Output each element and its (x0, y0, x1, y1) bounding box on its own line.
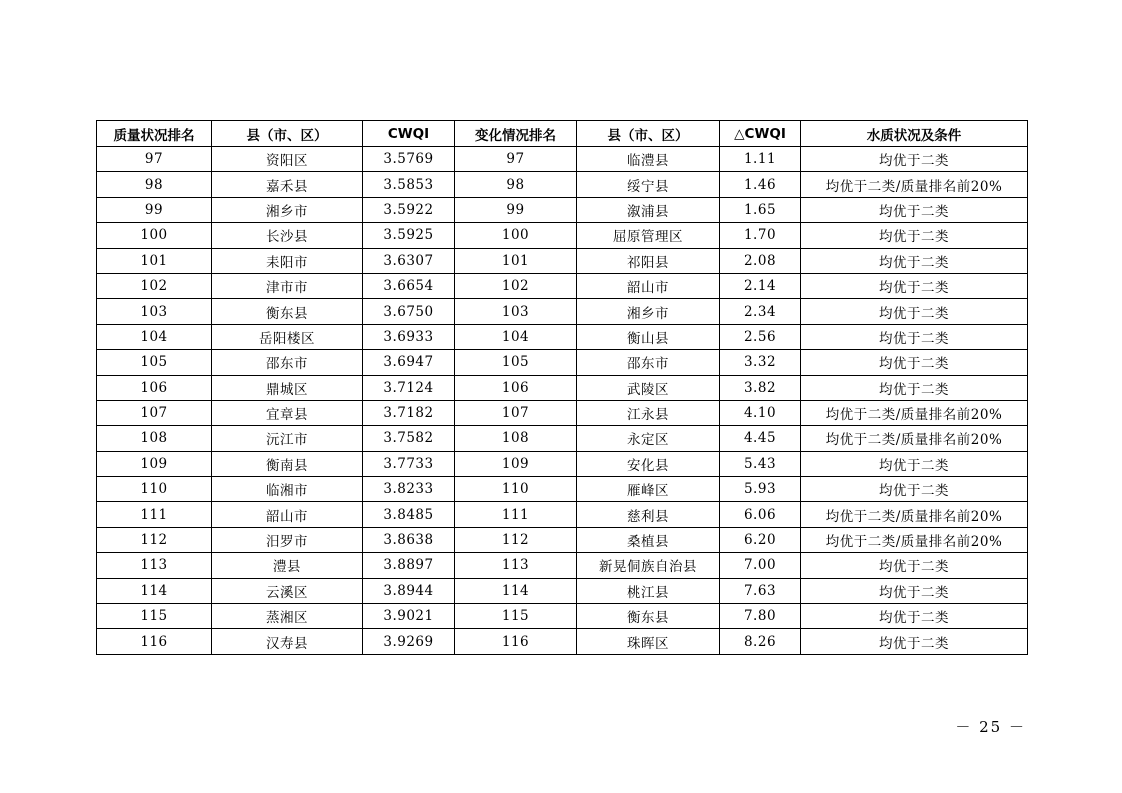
table-row (97, 502, 1028, 527)
cell-quality-rank: 100 (97, 223, 212, 248)
cell-water-condition: 均优于二类 (801, 578, 1028, 603)
cell-change-rank: 114 (455, 578, 577, 603)
cell-cwqi: 3.6654 (363, 273, 455, 298)
table-row (97, 147, 1028, 172)
cell-change-rank: 104 (455, 324, 577, 349)
cell-change-rank: 112 (455, 527, 577, 552)
cell-county-quality: 澧县 (212, 553, 363, 578)
table-row (97, 273, 1028, 298)
table-row (97, 350, 1028, 375)
cell-delta-cwqi: 4.45 (720, 426, 801, 451)
cell-county-change: 永定区 (577, 426, 720, 451)
cell-delta-cwqi: 4.10 (720, 400, 801, 425)
cell-quality-rank: 103 (97, 299, 212, 324)
cell-water-condition: 均优于二类 (801, 477, 1028, 502)
cell-change-rank: 100 (455, 223, 577, 248)
page-number: － 25 － (955, 718, 1026, 736)
cell-water-condition: 均优于二类 (801, 223, 1028, 248)
cell-delta-cwqi: 5.43 (720, 451, 801, 476)
cell-cwqi: 3.9269 (363, 629, 455, 654)
cell-delta-cwqi: 1.46 (720, 172, 801, 197)
cell-delta-cwqi: 2.56 (720, 324, 801, 349)
cell-delta-cwqi: 2.08 (720, 248, 801, 273)
cell-quality-rank: 107 (97, 400, 212, 425)
cell-quality-rank: 99 (97, 197, 212, 222)
cell-delta-cwqi: 3.82 (720, 375, 801, 400)
cell-county-change: 绥宁县 (577, 172, 720, 197)
cell-county-change: 慈利县 (577, 502, 720, 527)
table-header-row (97, 121, 1028, 147)
cell-quality-rank: 115 (97, 604, 212, 629)
cell-water-condition: 均优于二类/质量排名前20% (801, 502, 1028, 527)
cell-change-rank: 110 (455, 477, 577, 502)
table-row (97, 375, 1028, 400)
cell-cwqi: 3.5922 (363, 197, 455, 222)
table-row (97, 451, 1028, 476)
cell-delta-cwqi: 6.20 (720, 527, 801, 552)
cell-county-quality: 云溪区 (212, 578, 363, 603)
cell-water-condition: 均优于二类 (801, 197, 1028, 222)
table-row (97, 223, 1028, 248)
cell-change-rank: 98 (455, 172, 577, 197)
cell-water-condition: 均优于二类 (801, 375, 1028, 400)
cell-county-change: 溆浦县 (577, 197, 720, 222)
cell-county-change: 临澧县 (577, 147, 720, 172)
cell-delta-cwqi: 2.14 (720, 273, 801, 298)
cell-water-condition: 均优于二类 (801, 451, 1028, 476)
cell-county-quality: 沅江市 (212, 426, 363, 451)
cell-quality-rank: 105 (97, 350, 212, 375)
cell-county-quality: 蒸湘区 (212, 604, 363, 629)
cell-county-change: 珠晖区 (577, 629, 720, 654)
cell-quality-rank: 113 (97, 553, 212, 578)
cell-cwqi: 3.8944 (363, 578, 455, 603)
cell-county-quality: 宜章县 (212, 400, 363, 425)
table-row (97, 527, 1028, 552)
cell-county-quality: 衡东县 (212, 299, 363, 324)
cell-county-quality: 长沙县 (212, 223, 363, 248)
cell-county-quality: 耒阳市 (212, 248, 363, 273)
cell-water-condition: 均优于二类 (801, 350, 1028, 375)
cell-delta-cwqi: 8.26 (720, 629, 801, 654)
cell-cwqi: 3.5769 (363, 147, 455, 172)
cell-change-rank: 99 (455, 197, 577, 222)
cell-county-quality: 嘉禾县 (212, 172, 363, 197)
cell-delta-cwqi: 1.65 (720, 197, 801, 222)
cell-county-change: 雁峰区 (577, 477, 720, 502)
cell-delta-cwqi: 7.00 (720, 553, 801, 578)
table-row (97, 172, 1028, 197)
header-county-quality: 县（市、区） (212, 121, 363, 147)
cell-delta-cwqi: 6.06 (720, 502, 801, 527)
cell-county-quality: 资阳区 (212, 147, 363, 172)
cell-cwqi: 3.8233 (363, 477, 455, 502)
cell-cwqi: 3.7733 (363, 451, 455, 476)
cell-change-rank: 113 (455, 553, 577, 578)
water-quality-ranking-table (96, 120, 1028, 655)
header-cwqi: CWQI (363, 121, 455, 147)
cell-quality-rank: 98 (97, 172, 212, 197)
cell-water-condition: 均优于二类 (801, 273, 1028, 298)
cell-county-change: 武陵区 (577, 375, 720, 400)
cell-cwqi: 3.8485 (363, 502, 455, 527)
cell-change-rank: 109 (455, 451, 577, 476)
cell-change-rank: 102 (455, 273, 577, 298)
cell-water-condition: 均优于二类 (801, 248, 1028, 273)
table-body (97, 147, 1028, 655)
cell-county-quality: 汨罗市 (212, 527, 363, 552)
cell-delta-cwqi: 1.70 (720, 223, 801, 248)
cell-water-condition: 均优于二类 (801, 553, 1028, 578)
cell-county-change: 衡东县 (577, 604, 720, 629)
table-row (97, 426, 1028, 451)
cell-water-condition: 均优于二类 (801, 324, 1028, 349)
cell-cwqi: 3.5925 (363, 223, 455, 248)
cell-cwqi: 3.7182 (363, 400, 455, 425)
header-delta-cwqi: △CWQI (720, 121, 801, 147)
cell-change-rank: 105 (455, 350, 577, 375)
cell-delta-cwqi: 2.34 (720, 299, 801, 324)
cell-cwqi: 3.7582 (363, 426, 455, 451)
table-row (97, 299, 1028, 324)
cell-county-quality: 鼎城区 (212, 375, 363, 400)
table-row (97, 553, 1028, 578)
table-row (97, 324, 1028, 349)
cell-county-change: 桑植县 (577, 527, 720, 552)
cell-change-rank: 111 (455, 502, 577, 527)
table-row (97, 197, 1028, 222)
cell-county-change: 韶山市 (577, 273, 720, 298)
table-row (97, 629, 1028, 654)
cell-delta-cwqi: 7.63 (720, 578, 801, 603)
cell-county-quality: 衡南县 (212, 451, 363, 476)
cell-county-change: 湘乡市 (577, 299, 720, 324)
cell-cwqi: 3.6933 (363, 324, 455, 349)
cell-county-change: 江永县 (577, 400, 720, 425)
cell-county-quality: 汉寿县 (212, 629, 363, 654)
cell-water-condition: 均优于二类 (801, 604, 1028, 629)
cell-water-condition: 均优于二类 (801, 629, 1028, 654)
cell-cwqi: 3.5853 (363, 172, 455, 197)
cell-county-quality: 邵东市 (212, 350, 363, 375)
cell-county-change: 安化县 (577, 451, 720, 476)
cell-cwqi: 3.9021 (363, 604, 455, 629)
cell-quality-rank: 108 (97, 426, 212, 451)
cell-water-condition: 均优于二类/质量排名前20% (801, 172, 1028, 197)
cell-change-rank: 101 (455, 248, 577, 273)
header-quality-rank: 质量状况排名 (97, 121, 212, 147)
table-row (97, 477, 1028, 502)
cell-water-condition: 均优于二类/质量排名前20% (801, 400, 1028, 425)
cell-county-quality: 津市市 (212, 273, 363, 298)
cell-water-condition: 均优于二类/质量排名前20% (801, 527, 1028, 552)
cell-county-quality: 韶山市 (212, 502, 363, 527)
data-table-container (96, 120, 1027, 655)
header-water-condition: 水质状况及条件 (801, 121, 1028, 147)
header-change-rank: 变化情况排名 (455, 121, 577, 147)
cell-water-condition: 均优于二类 (801, 147, 1028, 172)
cell-county-quality: 湘乡市 (212, 197, 363, 222)
cell-quality-rank: 111 (97, 502, 212, 527)
cell-delta-cwqi: 5.93 (720, 477, 801, 502)
cell-quality-rank: 116 (97, 629, 212, 654)
cell-quality-rank: 114 (97, 578, 212, 603)
cell-delta-cwqi: 7.80 (720, 604, 801, 629)
cell-cwqi: 3.8897 (363, 553, 455, 578)
cell-quality-rank: 104 (97, 324, 212, 349)
cell-change-rank: 106 (455, 375, 577, 400)
cell-quality-rank: 109 (97, 451, 212, 476)
table-row (97, 604, 1028, 629)
cell-quality-rank: 97 (97, 147, 212, 172)
cell-quality-rank: 101 (97, 248, 212, 273)
cell-change-rank: 107 (455, 400, 577, 425)
table-row (97, 400, 1028, 425)
cell-change-rank: 103 (455, 299, 577, 324)
cell-quality-rank: 112 (97, 527, 212, 552)
table-row (97, 578, 1028, 603)
cell-delta-cwqi: 1.11 (720, 147, 801, 172)
cell-county-change: 衡山县 (577, 324, 720, 349)
header-county-change: 县（市、区） (577, 121, 720, 147)
cell-county-quality: 岳阳楼区 (212, 324, 363, 349)
cell-county-change: 新晃侗族自治县 (577, 553, 720, 578)
cell-change-rank: 116 (455, 629, 577, 654)
cell-quality-rank: 102 (97, 273, 212, 298)
cell-quality-rank: 106 (97, 375, 212, 400)
cell-county-change: 祁阳县 (577, 248, 720, 273)
cell-water-condition: 均优于二类/质量排名前20% (801, 426, 1028, 451)
cell-cwqi: 3.6307 (363, 248, 455, 273)
cell-cwqi: 3.6947 (363, 350, 455, 375)
table-row (97, 248, 1028, 273)
cell-county-change: 邵东市 (577, 350, 720, 375)
cell-cwqi: 3.8638 (363, 527, 455, 552)
cell-delta-cwqi: 3.32 (720, 350, 801, 375)
cell-water-condition: 均优于二类 (801, 299, 1028, 324)
cell-quality-rank: 110 (97, 477, 212, 502)
cell-county-change: 桃江县 (577, 578, 720, 603)
cell-change-rank: 97 (455, 147, 577, 172)
cell-county-change: 屈原管理区 (577, 223, 720, 248)
cell-cwqi: 3.7124 (363, 375, 455, 400)
cell-change-rank: 115 (455, 604, 577, 629)
cell-county-quality: 临湘市 (212, 477, 363, 502)
cell-change-rank: 108 (455, 426, 577, 451)
cell-cwqi: 3.6750 (363, 299, 455, 324)
